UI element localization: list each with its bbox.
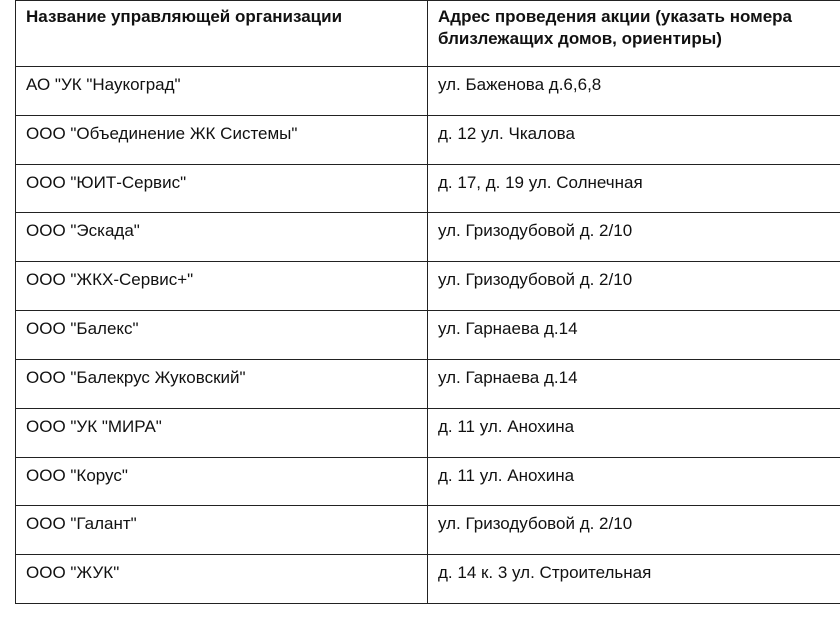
cell-address: ул. Гризодубовой д. 2/10 (428, 506, 840, 555)
organizations-table (15, 0, 840, 604)
cell-organization: ООО "ЖУК" (16, 555, 428, 604)
table-header-row (16, 1, 840, 67)
cell-address: д. 11 ул. Анохина (428, 408, 840, 457)
cell-organization: ООО "Объединение ЖК Системы" (16, 115, 428, 164)
cell-organization: ООО "Балекрус Жуковский" (16, 359, 428, 408)
cell-organization: ООО "Эскада" (16, 213, 428, 262)
cell-address: д. 12 ул. Чкалова (428, 115, 840, 164)
table-row (16, 506, 840, 555)
table-row (16, 213, 840, 262)
cell-address: ул. Гризодубовой д. 2/10 (428, 262, 840, 311)
table-row (16, 555, 840, 604)
table-row (16, 115, 840, 164)
table-row (16, 311, 840, 360)
cell-organization: АО "УК "Наукоград" (16, 67, 428, 116)
cell-address: ул. Гризодубовой д. 2/10 (428, 213, 840, 262)
table-row (16, 408, 840, 457)
cell-organization: ООО "Корус" (16, 457, 428, 506)
cell-address: ул. Гарнаева д.14 (428, 311, 840, 360)
cell-organization: ООО "Балекс" (16, 311, 428, 360)
cell-address: ул. Баженова д.6,6,8 (428, 67, 840, 116)
cell-address: д. 11 ул. Анохина (428, 457, 840, 506)
table-row (16, 359, 840, 408)
header-event-address: Адрес проведения акции (указать номера близлежащих домов, ориентиры) (428, 1, 840, 67)
cell-organization: ООО "ЖКХ-Сервис+" (16, 262, 428, 311)
cell-organization: ООО "Галант" (16, 506, 428, 555)
table-row (16, 164, 840, 213)
cell-address: д. 14 к. 3 ул. Строительная (428, 555, 840, 604)
table-row (16, 67, 840, 116)
cell-organization: ООО "ЮИТ-Сервис" (16, 164, 428, 213)
table-row (16, 262, 840, 311)
cell-organization: ООО "УК "МИРА" (16, 408, 428, 457)
cell-address: д. 17, д. 19 ул. Солнечная (428, 164, 840, 213)
cell-address: ул. Гарнаева д.14 (428, 359, 840, 408)
header-organization-name: Название управляющей организации (16, 1, 428, 67)
table-row (16, 457, 840, 506)
